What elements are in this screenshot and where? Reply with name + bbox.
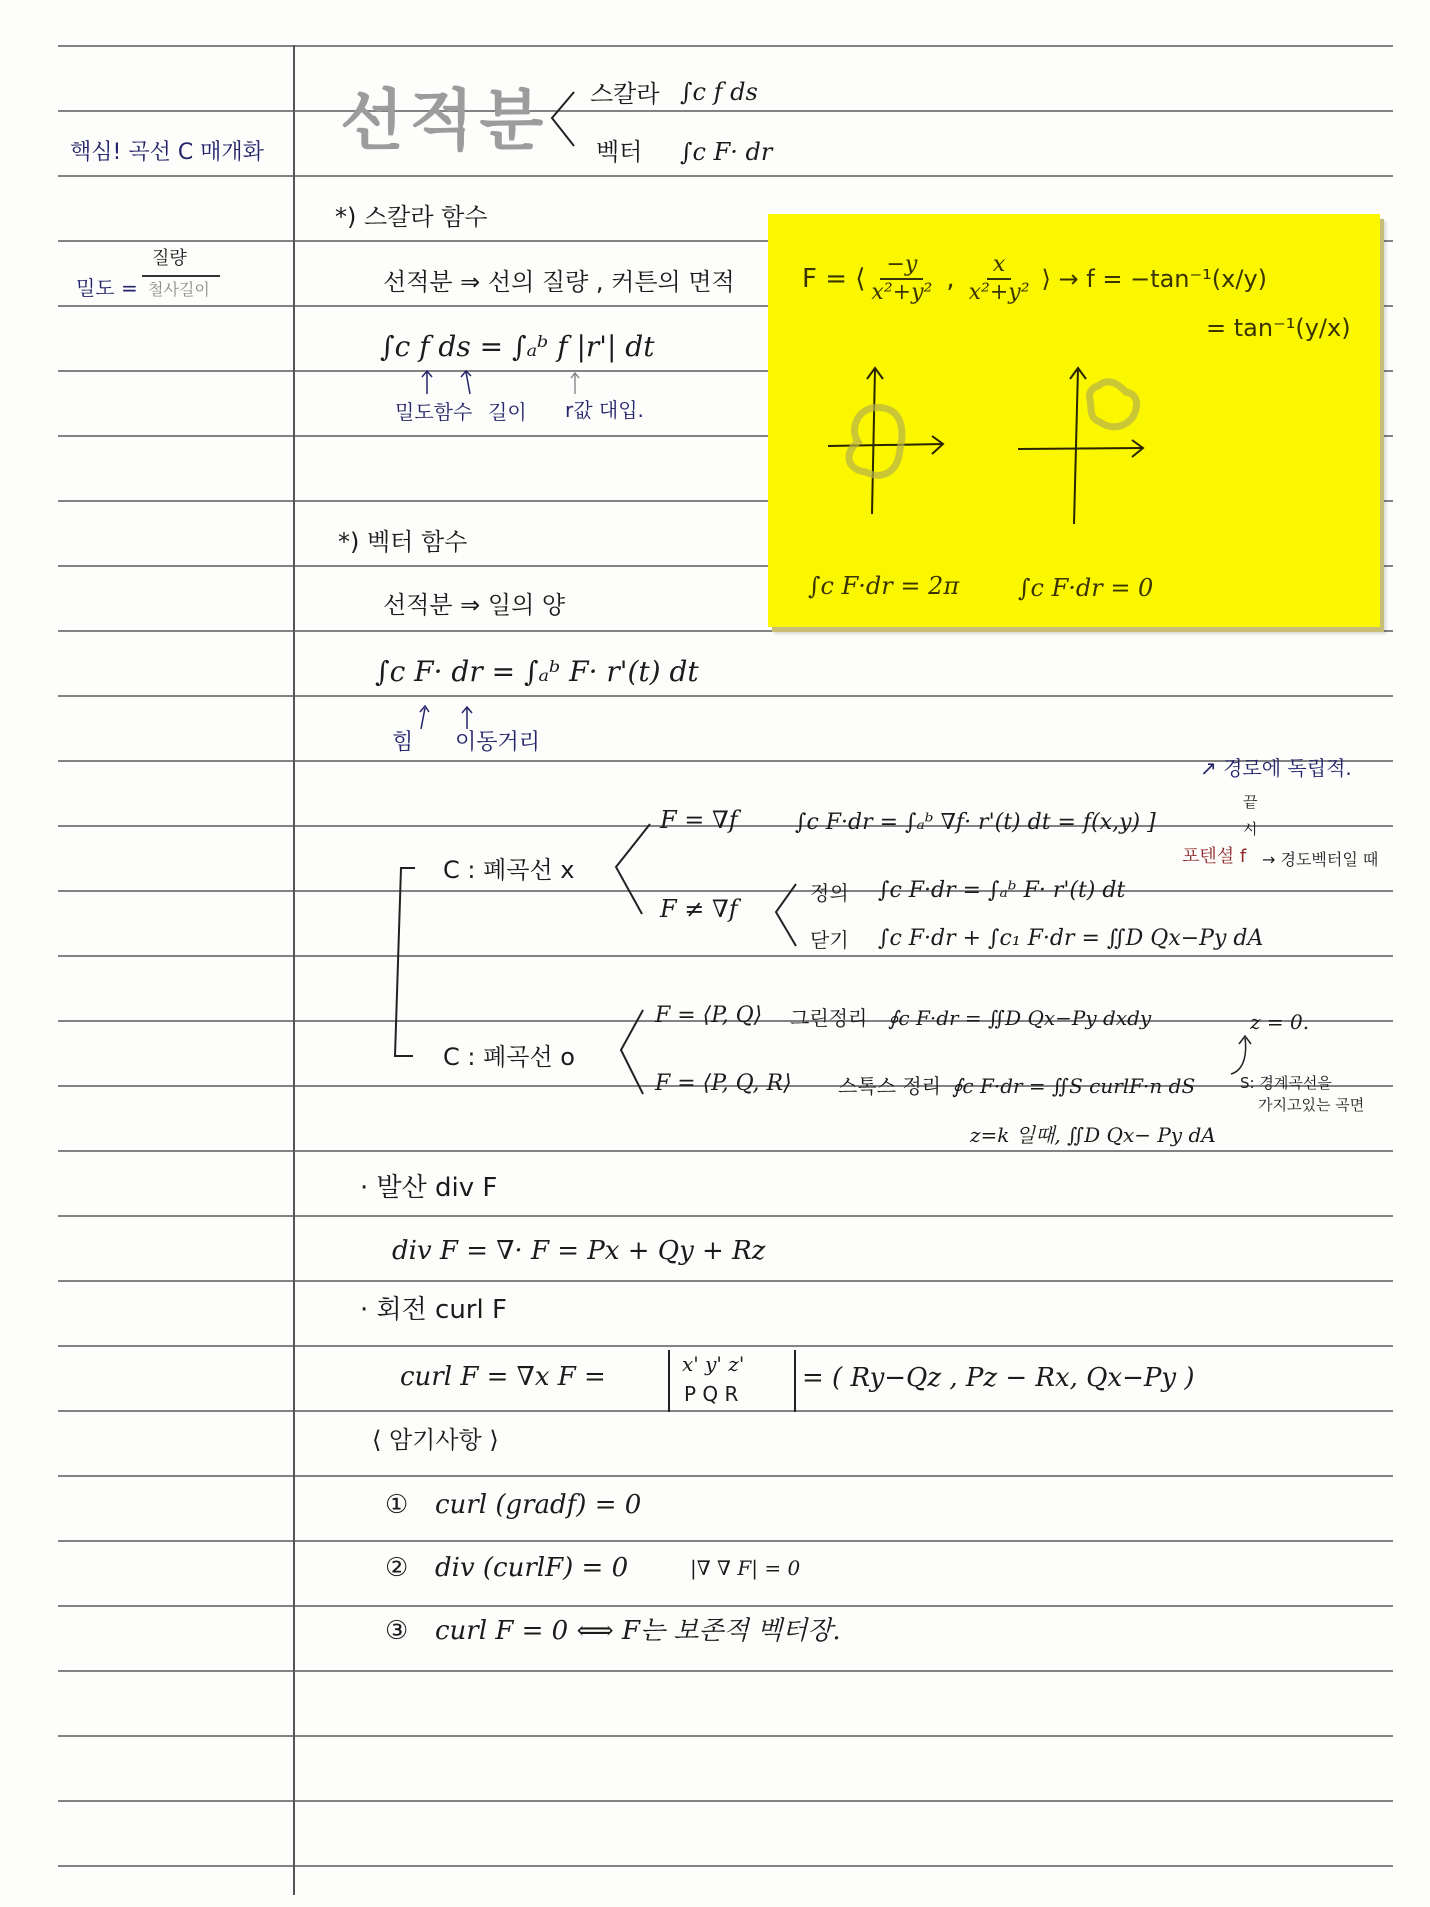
potential-note-red: 포텐셜 f bbox=[1182, 846, 1247, 867]
surface-note-line1: S: 경계곡선을 bbox=[1240, 1074, 1332, 1092]
ruled-line bbox=[58, 1540, 1393, 1542]
curl-heading: · 회전 curl F bbox=[360, 1295, 507, 1325]
annotation-density-function: 밀도함수 bbox=[395, 400, 473, 424]
sticky-result-left: ∫c F·dr = 2π bbox=[808, 572, 960, 600]
ruled-line bbox=[58, 1735, 1393, 1737]
annotation-substitute-r: r값 대입. bbox=[565, 398, 644, 422]
field-den1: x²+y² bbox=[871, 280, 933, 305]
memorize-item-2: div (curlF) = 0 bbox=[435, 1553, 629, 1583]
ruled-line bbox=[58, 760, 1393, 762]
field-fraction-1 bbox=[871, 254, 932, 304]
field-rhs: ⟩ → f = −tan⁻¹(x/y) bbox=[1041, 265, 1268, 293]
annotation-force: 힘 bbox=[392, 730, 414, 755]
scalar-formula: ∫c f ds bbox=[680, 78, 758, 106]
curl-determinant bbox=[668, 1350, 796, 1412]
memorize-item-3-num: ③ bbox=[385, 1616, 409, 1646]
diagram-origin-enclosed-icon bbox=[828, 364, 968, 524]
ruled-line bbox=[58, 1865, 1393, 1867]
curl-lhs: curl F = ∇x F = bbox=[400, 1362, 606, 1392]
case-bracket-icon bbox=[393, 866, 423, 1066]
vector-formula-full: ∫c F· dr = ∫ₐᵇ F· r'(t) dt bbox=[375, 655, 699, 688]
diagram-origin-excluded-icon bbox=[1018, 364, 1178, 534]
memorize-item-2-extra: |∇ ∇ F| = 0 bbox=[690, 1556, 801, 1580]
vector-meaning: 선적분 ⇒ 일의 양 bbox=[383, 591, 566, 619]
curl-det-row1: x' y' z' bbox=[682, 1352, 745, 1376]
ruled-line bbox=[58, 890, 1393, 892]
ruled-line bbox=[58, 1800, 1393, 1802]
scalar-meaning: 선적분 ⇒ 선의 질량 , 커튼의 면적 bbox=[383, 268, 735, 296]
annotation-displacement: 이동거리 bbox=[455, 730, 541, 755]
memorize-heading: ⟨ 암기사항 ⟩ bbox=[372, 1426, 499, 1454]
closing-formula: ∫c F·dr + ∫c₁ F·dr = ∬D Qx−Py dA bbox=[878, 926, 1264, 951]
closed-curve-label: C : 폐곡선 o bbox=[443, 1043, 575, 1071]
ruled-line bbox=[58, 110, 1393, 112]
path-independent-note: ↗ 경로에 독립적. bbox=[1200, 756, 1352, 780]
margin-line bbox=[293, 45, 295, 1895]
field-rhs-2: = tan⁻¹(y/x) bbox=[1206, 314, 1351, 342]
open-curve-label: C : 폐곡선 x bbox=[443, 856, 575, 884]
sticky-note bbox=[768, 214, 1380, 627]
ruled-line bbox=[58, 1605, 1393, 1607]
margin-key-point: 핵심! 곡선 C 매개화 bbox=[70, 140, 264, 165]
vector-label: 벡터 bbox=[596, 138, 643, 166]
grad-case: F = ∇f bbox=[660, 806, 738, 834]
grad-limit-top: 끝 bbox=[1243, 793, 1258, 811]
vector-formula: ∫c F· dr bbox=[680, 138, 773, 166]
green-field: F = ⟨P, Q⟩ bbox=[655, 1003, 763, 1028]
density-numerator: 질량 bbox=[152, 248, 187, 269]
z-zero: z = 0. bbox=[1250, 1010, 1310, 1034]
ruled-line bbox=[58, 955, 1393, 957]
closed-curve-brace-icon bbox=[617, 1008, 647, 1098]
ruled-line bbox=[58, 630, 1393, 632]
curl-rhs: = ( Ry−Qz , Pz − Rx, Qx−Py ) bbox=[802, 1363, 1195, 1393]
density-fraction-bar bbox=[142, 275, 220, 277]
ruled-line bbox=[58, 1475, 1393, 1477]
div-heading: · 발산 div F bbox=[360, 1173, 498, 1203]
grad-formula: ∫c F·dr = ∫ₐᵇ ∇f· r'(t) dt = f(x,y) ] bbox=[795, 810, 1156, 835]
nongrad-case: F ≠ ∇f bbox=[660, 895, 738, 923]
definition-label: 정의 bbox=[810, 881, 849, 905]
open-curve-brace-icon bbox=[612, 822, 652, 917]
vector-annotation-arrows bbox=[415, 703, 495, 733]
stokes-formula: ∮c F·dr = ∬S curlF·n dS bbox=[952, 1074, 1196, 1098]
curl-det-row2: P Q R bbox=[684, 1382, 739, 1406]
grad-limit-bottom: 시 bbox=[1243, 820, 1258, 838]
field-num2: x bbox=[987, 254, 1011, 280]
memorize-item-2-num: ② bbox=[385, 1553, 409, 1583]
green-theorem-name: 그린정리 bbox=[790, 1006, 868, 1030]
scalar-annotation-arrows bbox=[420, 368, 620, 398]
field-den2: x²+y² bbox=[968, 280, 1030, 305]
memorize-item-1: curl (gradf) = 0 bbox=[435, 1490, 642, 1520]
div-formula: div F = ∇· F = Px + Qy + Rz bbox=[392, 1236, 766, 1266]
ruled-line bbox=[58, 695, 1393, 697]
ruled-line bbox=[58, 1345, 1393, 1347]
title-brace-icon bbox=[548, 90, 578, 150]
green-formula: ∮c F·dr = ∬D Qx−Py dxdy bbox=[888, 1006, 1152, 1030]
field-lhs: F = ⟨ bbox=[802, 264, 866, 294]
ruled-line bbox=[58, 1150, 1393, 1152]
closing-label: 닫기 bbox=[810, 928, 849, 952]
sticky-vector-field: F = ⟨ $\frac{-y}{\text{x²+y²}}$ , $\frac{x}{\text{x²+y²}}$ ⟩ → f = −tan⁻¹(x/y) bbox=[802, 252, 1268, 305]
field-num1: −y bbox=[880, 254, 923, 280]
field-fraction-2 bbox=[969, 254, 1030, 304]
vector-heading: *) 벡터 함수 bbox=[338, 528, 468, 556]
annotation-length: 길이 bbox=[488, 400, 527, 424]
definition-formula: ∫c F·dr = ∫ₐᵇ F· r'(t) dt bbox=[878, 878, 1126, 903]
memorize-item-1-num: ① bbox=[385, 1490, 409, 1520]
scalar-heading: *) 스칼라 함수 bbox=[335, 203, 488, 231]
scalar-label: 스칼라 bbox=[590, 80, 660, 108]
ruled-line bbox=[58, 1280, 1393, 1282]
page-title: 선적분 bbox=[340, 82, 550, 159]
ruled-line bbox=[58, 1215, 1393, 1217]
ruled-line bbox=[58, 45, 1393, 47]
density-denominator: 철사길이 bbox=[148, 280, 210, 299]
ruled-line bbox=[58, 175, 1393, 177]
potential-note: → 경도벡터일 때 bbox=[1262, 850, 1379, 869]
z-zero-arrow-icon bbox=[1225, 1030, 1265, 1080]
density-label: 밀도 = bbox=[76, 276, 138, 300]
memorize-item-3: curl F = 0 ⟺ F는 보존적 벡터장. bbox=[435, 1616, 841, 1646]
sticky-result-right: ∫c F·dr = 0 bbox=[1018, 574, 1154, 602]
ruled-line bbox=[58, 1670, 1393, 1672]
stokes-field: F = ⟨P, Q, R⟩ bbox=[655, 1071, 792, 1096]
stokes-theorem-name: 스톡스 정리 bbox=[838, 1074, 941, 1098]
nongrad-brace-icon bbox=[772, 880, 800, 950]
surface-note-line2: 가지고있는 곡면 bbox=[1258, 1096, 1365, 1114]
scalar-formula-full: ∫c f ds = ∫ₐᵇ f |r'| dt bbox=[380, 330, 655, 363]
z-k-note: z=k 일때, ∬D Qx− Py dA bbox=[970, 1123, 1216, 1147]
